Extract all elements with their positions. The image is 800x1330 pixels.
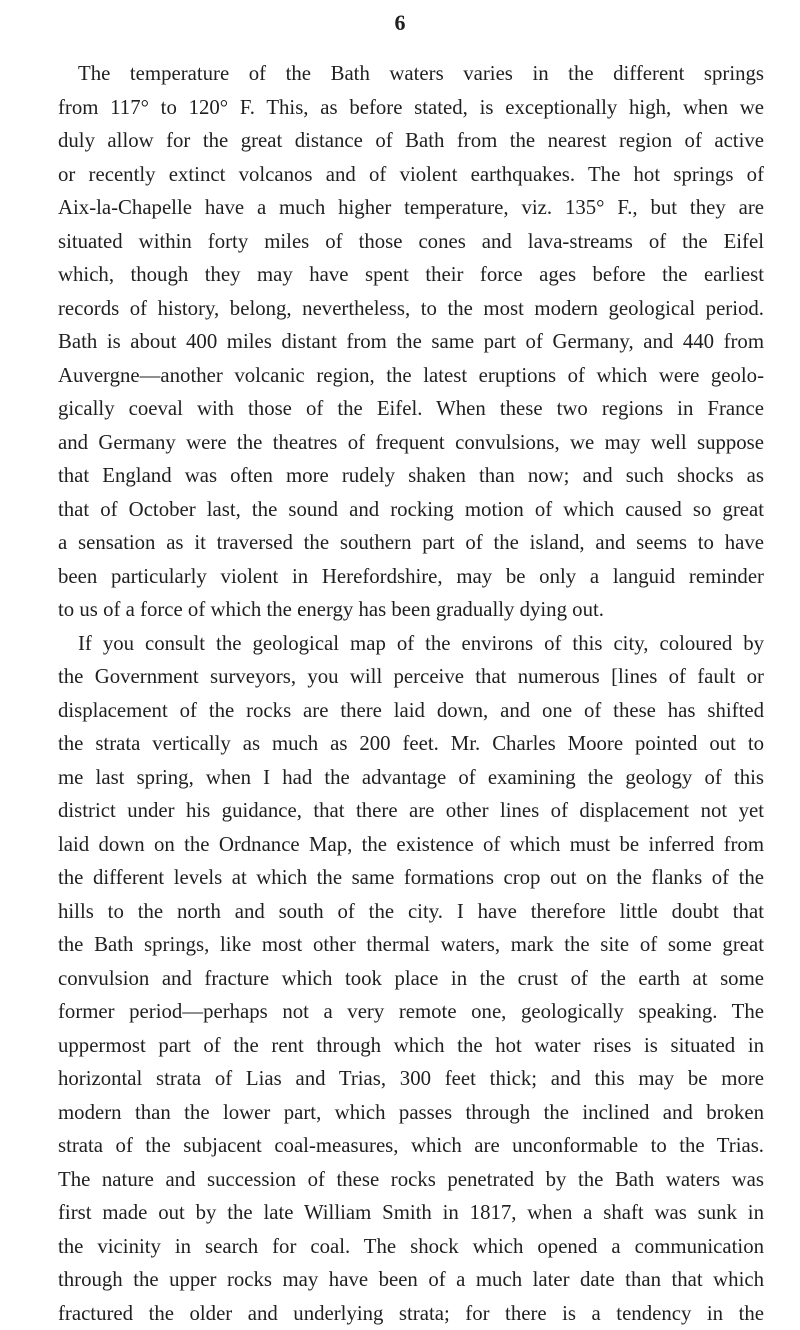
text-line: and Germany were the theatres of frequent convulsions, we may well suppose [58,426,764,460]
text-line: Bath is about 400 miles distant from the same part of Germany, and 440 from [58,325,764,359]
text-line: duly allow for the great distance of Bath from the nearest region of active [58,124,764,158]
text-line: a sensation as it traversed the southern part of the island, and seems to have [58,526,764,560]
text-line: The nature and succession of these rocks penetrated by the Bath waters was [58,1163,764,1197]
text-line: through the upper rocks may have been of a much later date than that which [58,1263,764,1297]
text-line: the Bath springs, like most other thermal waters, mark the site of some great [58,928,764,962]
text-line: If you consult the geological map of the environs of this city, coloured by [58,627,764,661]
text-line: or recently extinct volcanos and of violent earthquakes. The hot springs of [58,158,764,192]
text-line: situated within forty miles of those cones and lava-streams of the Eifel [58,225,764,259]
text-line: The temperature of the Bath waters varies in the different springs [58,57,764,91]
page-number: 6 [388,10,412,36]
text-line: first made out by the late William Smith in 1817, when a shaft was sunk in [58,1196,764,1230]
body-text [58,57,764,1330]
text-line: that of October last, the sound and rocking motion of which caused so great [58,493,764,527]
text-line: strata of the subjacent coal-measures, which are unconformable to the Trias. [58,1129,764,1163]
text-line: former period—perhaps not a very remote one, geologically speaking. The [58,995,764,1029]
text-line: from 117° to 120° F. This, as before stated, is exceptionally high, when we [58,91,764,125]
text-line: to us of a force of which the energy has been gradually dying out. [58,593,764,627]
text-line: Aix-la-Chapelle have a much higher temperature, viz. 135° F., but they are [58,191,764,225]
text-line: the strata vertically as much as 200 feet. Mr. Charles Moore pointed out to [58,727,764,761]
text-line: the different levels at which the same formations crop out on the flanks of the [58,861,764,895]
text-line: modern than the lower part, which passes through the inclined and broken [58,1096,764,1130]
text-line: uppermost part of the rent through which the hot water rises is situated in [58,1029,764,1063]
text-line: the vicinity in search for coal. The shock which opened a communication [58,1230,764,1264]
text-line: fractured the older and underlying strata; for there is a tendency in the [58,1297,764,1330]
text-line: Auvergne—another volcanic region, the latest eruptions of which were geolo- [58,359,764,393]
text-line: horizontal strata of Lias and Trias, 300 feet thick; and this may be more [58,1062,764,1096]
text-line: been particularly violent in Herefordshire, may be only a languid reminder [58,560,764,594]
text-line: records of history, belong, nevertheless, to the most modern geological period. [58,292,764,326]
text-line: displacement of the rocks are there laid down, and one of these has shifted [58,694,764,728]
text-line: convulsion and fracture which took place in the crust of the earth at some [58,962,764,996]
text-line: me last spring, when I had the advantage of examining the geology of this [58,761,764,795]
text-line: which, though they may have spent their force ages before the earliest [58,258,764,292]
text-line: hills to the north and south of the city. I have therefore little doubt that [58,895,764,929]
text-line: that England was often more rudely shaken than now; and such shocks as [58,459,764,493]
text-line: the Government surveyors, you will perceive that numerous [lines of fault or [58,660,764,694]
text-line: laid down on the Ordnance Map, the existence of which must be inferred from [58,828,764,862]
text-line: district under his guidance, that there are other lines of displacement not yet [58,794,764,828]
text-line: gically coeval with those of the Eifel. When these two regions in France [58,392,764,426]
